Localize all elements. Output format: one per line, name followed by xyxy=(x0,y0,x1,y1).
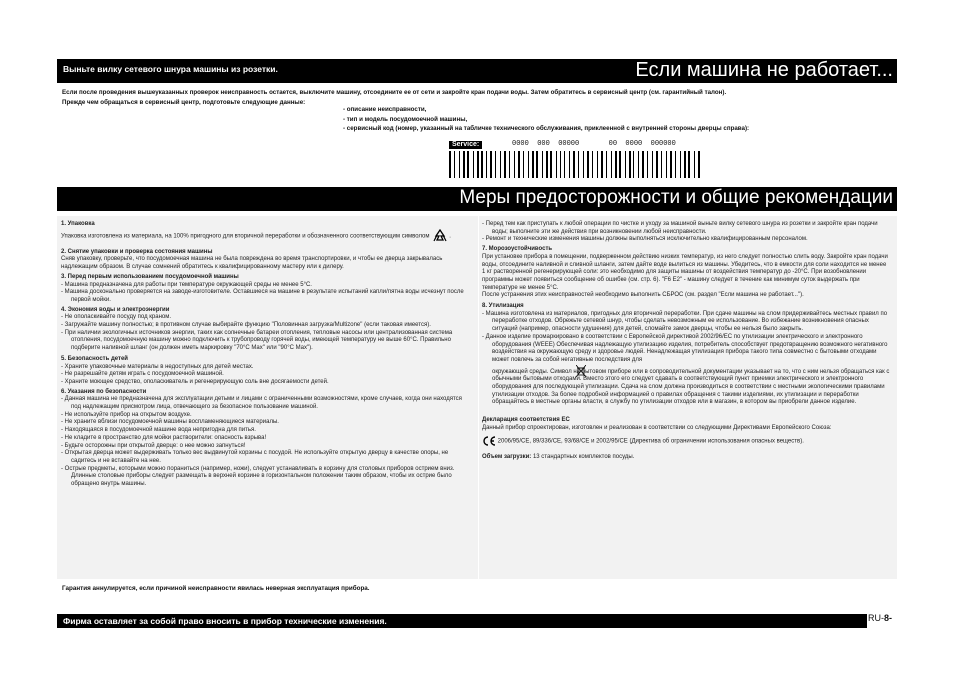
unplug-notice: Выньте вилку сетевого шнура машины из розетки. xyxy=(63,64,278,74)
barcode-bar xyxy=(536,151,537,178)
barcode-bar xyxy=(566,151,568,178)
barcode-bar xyxy=(601,151,603,178)
barcode-bar xyxy=(486,151,487,178)
crossed-bin-icon xyxy=(576,365,586,377)
barcode-bar xyxy=(694,151,695,178)
barcode-bar xyxy=(682,151,683,178)
barcode-bar xyxy=(668,151,669,178)
barcode-bar xyxy=(481,151,482,178)
barcode-bar xyxy=(459,151,460,178)
barcode-bar xyxy=(454,151,455,178)
list-item: - Ремонт и технические изменения машины должны выполняться исключительно квалифицированным персоналом. xyxy=(482,236,808,243)
barcode-bar xyxy=(666,151,667,178)
barcode-bar xyxy=(532,151,534,178)
guarantee-note: Гарантия аннулируется, если причиной неисправности явилась неверная эксплуатация прибора. xyxy=(62,585,370,592)
barcode-bar xyxy=(477,151,479,178)
barcode-bar xyxy=(571,151,572,178)
barcode-bar xyxy=(546,151,548,178)
list-item: - Острые предметы, которыми можно пораниться (например, ножи), следует устанавливать в корзину для столовых приборов острием вниз. Длинные столовые приборы следует размещать в верхней корзине в горизонтальном положении таким образом, чтобы их острие было обращено внутрь машины. xyxy=(61,465,455,488)
barcode-bar xyxy=(619,151,620,178)
barcode-bar xyxy=(466,151,467,178)
list-item: - Машина предназначена для работы при температуре окружающей среды не менее 5°C. xyxy=(61,281,312,288)
barcode-bar xyxy=(622,151,624,178)
barcode-bar xyxy=(687,151,688,178)
barcode-bar xyxy=(573,151,575,178)
barcode-bar xyxy=(615,151,617,178)
page-number: RU-8- xyxy=(868,613,893,623)
barcode-bar xyxy=(535,151,536,178)
list-item: - Загружайте машину полностью; в противном случае выбирайте функцию "Половинная загрузка/Multizone" (если таковая имеется). xyxy=(61,322,431,329)
heading-declaration: Декларация соответствия ЕС xyxy=(482,417,570,424)
barcode-bar xyxy=(525,151,527,178)
required-info-list xyxy=(343,105,749,134)
barcode-bar xyxy=(449,151,451,178)
list-item: - Находящаяся в посудомоечной машине вода непригодна для питья. xyxy=(61,427,256,434)
barcode-bar xyxy=(587,151,589,178)
barcode-bar xyxy=(516,151,517,178)
barcode-bar xyxy=(523,151,524,178)
barcode-bar xyxy=(663,151,665,178)
barcode-bar xyxy=(578,151,579,178)
list-item: - Машина досконально проверяется на заводе-изготовителе. Оставшиеся на машине в результате испытаний капли/пятна воды исчезнут после первой мойки. xyxy=(61,289,464,303)
heading-economy: 4. Экономия воды и электроэнергии xyxy=(61,306,170,313)
barcode-bar xyxy=(675,151,676,178)
heading-safety: 6. Указания по безопасности xyxy=(61,388,147,395)
barcode-bar xyxy=(456,151,458,178)
list-item: - Машина изготовлена из материалов, пригодных для вторичной переработки. При сдаче машины на слом придерживайтесь местных правил по переработке отходов. Обрежьте сетевой шнур, чтобы сделать невозможным ее использование. Во избежание возникновения опасных ситуаций (например, опасности удушения) для детей, сломайте замок дверцы, чтобы ее нельзя было закрыть. xyxy=(482,310,888,333)
list-item: - Не ополаскивайте посуду под краном. xyxy=(61,314,172,321)
barcode-bar xyxy=(688,151,689,178)
list-item: - При наличии экологичных источников энергии, таких как солнечные батареи отопления, тепловые насосы или централизованная система отопления, посудомоечную машину можно подключить к трубопроводу горячей воды, имеющей температуру не выше 60°C. Правильно подберите наливной шланг (он должен иметь маркировку "70°C Max" или "90°C Max"). xyxy=(61,329,453,352)
barcode-bar xyxy=(473,151,474,178)
barcode-bar xyxy=(638,151,639,178)
barcode-bar xyxy=(606,151,607,178)
list-item: - Храните моющее средство, ополаскиватель и регенерирующую соль вне досягаемости детей. xyxy=(61,378,329,385)
load-capacity: Объем загрузки: 13 стандартных комплектов посуды. xyxy=(482,453,635,460)
list-item: - Открытая дверца может выдерживать только вес выдвинутой корзины с посудой. Не используйте открытую дверцу в качестве опоры, не садитесь и не вставайте на нее. xyxy=(61,450,449,464)
declaration-text: Данный прибор спроектирован, изготовлен и реализован в соответствии со следующими Директивами Европейского Союза: xyxy=(482,424,832,431)
barcode-bar xyxy=(599,151,600,178)
barcode-bar xyxy=(474,151,475,178)
barcode-bar xyxy=(480,151,481,178)
barcode-bar xyxy=(569,151,570,178)
right-column-text xyxy=(482,221,890,462)
barcode-bar xyxy=(590,151,591,178)
list-item: - Данная машина не предназначена для эксплуатации детьми и лицами с ограниченными возможностями, кроме случаев, когда они находятся под надлежащим присмотром лица, отвечающего за безопасное пользование машиной. xyxy=(61,396,462,411)
section-title: Меры предосторожности и общие рекомендации xyxy=(459,187,893,208)
footer-bar xyxy=(57,614,867,628)
barcode-bar xyxy=(635,151,637,178)
heading-child-safety: 5. Безопасность детей xyxy=(61,355,128,362)
list-item: - сервисный код (номер, указанный на табличке технического обслуживания, приклеенной с внутренней стороны дверцы справа): xyxy=(343,125,750,132)
left-column-text xyxy=(61,221,473,489)
barcode-bar xyxy=(652,151,653,178)
barcode-bar xyxy=(500,151,501,178)
barcode-bar xyxy=(549,151,550,178)
page-title: Если машина не работает... xyxy=(635,59,893,81)
list-item: - Данное изделие промаркировано в соответствии с Европейской директивой 2002/96/EC по утилизации электрического и электронного оборудования (WEEE) Обеспечивая надлежащую утилизацию изделия, потребитель способствует предотвращению возможного негативного воздействия на окружающую среду и здоровье людей. Ненадлежащая утилизация прибора такого типа совместно с бытовыми отходами может повлечь за собой негативные последствия для xyxy=(482,333,888,363)
barcode-bar xyxy=(597,151,598,178)
barcode-bar xyxy=(539,151,541,178)
barcode-bar xyxy=(701,151,702,178)
barcode-bar xyxy=(654,151,655,178)
barcode-bar xyxy=(611,151,612,178)
barcode-bar xyxy=(502,151,503,178)
heading-disposal: 8. Утилизация xyxy=(482,303,524,310)
barcode-bar xyxy=(514,151,515,178)
barcode-bar xyxy=(656,151,658,178)
barcode-bar xyxy=(542,151,543,178)
barcode-bar xyxy=(490,151,492,178)
barcode-bar xyxy=(585,151,586,178)
barcode-bar xyxy=(518,151,520,178)
barcode-bar xyxy=(649,151,651,178)
barcode-bar xyxy=(557,151,558,178)
footer-notice: Фирма оставляет за собой право вносить в прибор технические изменения. xyxy=(63,616,387,626)
barcode-bar xyxy=(594,151,596,178)
barcode-bar xyxy=(530,151,531,178)
list-item: - Перед тем как приступать к любой операции по чистке и уходу за машиной выньте вилку сетевого шнура из розетки и закройте кран подачи воды; выполните эти же действия при возникновении любой неисправности. xyxy=(482,221,878,235)
heading-packaging: 1. Упаковка xyxy=(61,221,95,227)
barcode-bar xyxy=(511,151,513,178)
barcode-bar xyxy=(645,151,646,178)
barcode-bar xyxy=(640,151,641,178)
barcode-bar xyxy=(633,151,634,178)
barcode-bar xyxy=(556,151,557,178)
barcode-bar xyxy=(528,151,529,178)
barcode-bar xyxy=(564,151,565,178)
barcode-bar xyxy=(507,151,508,178)
barcode-bar xyxy=(560,151,562,178)
barcode-bar xyxy=(484,151,486,178)
barcode-bar xyxy=(553,151,555,178)
list-item: - Не разрешайте детям играть с посудомоечной машиной. xyxy=(61,371,224,378)
list-item: - описание неисправности, xyxy=(343,106,427,113)
barcode-bar xyxy=(583,151,584,178)
list-item: - Будьте осторожны при открытой дверце: о нее можно запнуться! xyxy=(61,442,246,449)
barcode-bar xyxy=(647,151,648,178)
barcode-bar xyxy=(642,151,644,178)
service-code-value: 0000 000 00000 00 0000 000000 xyxy=(512,140,676,148)
intro-line-2: Прежде чем обращаться в сервисный центр, подготовьте следующие данные: xyxy=(62,98,306,106)
barcode-bar xyxy=(580,151,582,178)
barcode-bar xyxy=(521,151,522,178)
list-item: - Не используйте прибор на открытом воздухе. xyxy=(61,411,192,418)
barcode-image xyxy=(449,151,701,178)
list-item: - Не храните вблизи посудомоечной машины воспламеняющиеся материалы. xyxy=(61,419,279,426)
heading-first-use: 3. Перед первым использованием посудомоечной машины xyxy=(61,273,239,280)
barcode-bar xyxy=(467,151,468,178)
barcode-bar xyxy=(626,151,627,178)
barcode-bar xyxy=(684,151,686,178)
barcode-bar xyxy=(592,151,593,178)
barcode-bar xyxy=(604,151,605,178)
intro-line-1: Если после проведения вышеуказанных проверок неисправность остается, выключите машину, отсоедините ее от сети и закройте кран подачи воды. Затем обратитесь в сервисный центр (см. гарантийный талон). xyxy=(62,89,727,96)
heading-frost: 7. Морозоустойчивость xyxy=(482,246,553,253)
barcode-bar xyxy=(680,151,681,178)
barcode-bar xyxy=(695,151,696,178)
barcode-bar xyxy=(698,151,700,178)
frost-text: При установке прибора в помещении, подверженном действию низких температур, из него следует полностью слить воду. Закройте кран подачи воды, отсоедините наливной и сливной шланги, затем дайте воде вылиться из машины. Убедитесь, что в емкости для соли находится не менее 1 кг растворенной регенерирующей соли: это необходимо для защиты машины от воздействия температур до -20°C. При возобновлении программы может появиться сообщение об ошибке (см. стр. 6). "F6 E2" - машину следует в течение как минимум суток выдержать при температуре не менее 5°C. xyxy=(482,253,888,291)
header-bar xyxy=(57,59,897,83)
unpacking-text: Сняв упаковку, проверьте, что посудомоечная машина не была повреждена во время транспортировки, и чтобы ее дверца закрывалась надлежащим образом. В случае сомнений обратитесь к квалифицированному мастеру или к дилеру. xyxy=(61,256,443,271)
barcode-bar xyxy=(497,151,499,178)
barcode-bar xyxy=(550,151,551,178)
section-title-bar xyxy=(57,187,897,211)
barcode-bar xyxy=(562,151,563,178)
barcode-bar xyxy=(625,151,626,178)
barcode-bar xyxy=(618,151,619,178)
barcode-bar xyxy=(673,151,674,178)
barcode-bar xyxy=(543,151,544,178)
recycle-icon xyxy=(431,229,449,243)
barcode-bar xyxy=(495,151,496,178)
weee-text: окружающей среды. Символ на бытовом приборе или в сопроводительной документации указывает на то, что с ним нельзя обращаться как с обычными бытовыми отходами. Вместо этого его следует сдавать в соответствующий пункт приемки электрического и электронного оборудования для последующей утилизации. Сдача на слом должна производиться в соответствии с местными экологическими правилами утилизации отходов. За более подробной информацией о правилах обращения с такими изделиями, их утилизации и переработки обращайтесь в местные органы власти, в службу по утилизации отходов или в магазин, в котором вы приобрели данное изделие. xyxy=(482,369,890,408)
list-item: - тип и модель посудомоечной машины, xyxy=(343,115,468,123)
heading-unpacking: 2. Снятие упаковки и проверка состояния машины xyxy=(61,248,213,255)
barcode-bar xyxy=(509,151,510,178)
barcode-bar xyxy=(488,151,489,178)
barcode-bar xyxy=(677,151,679,178)
barcode-bar xyxy=(661,151,662,178)
barcode-bar xyxy=(461,151,462,178)
barcode-bar xyxy=(691,151,693,178)
barcode-bar xyxy=(608,151,610,178)
ce-mark-icon xyxy=(482,436,496,446)
packaging-text: Упаковка изготовлена из материала, на 100% пригодного для вторичной переработки и обозначенного соответствующим символом . xyxy=(61,229,473,243)
barcode-bar xyxy=(452,151,453,178)
barcode-bar xyxy=(659,151,660,178)
declaration-directives: 2006/95/CE, 89/336/CE, 93/68/CE и 2002/95/CE (Директива об ограничении использования опасных веществ). xyxy=(482,436,890,446)
barcode-bar xyxy=(576,151,577,178)
barcode-bar xyxy=(629,151,631,178)
list-item: - Храните упаковочные материалы в недоступных для детей местах. xyxy=(61,363,254,370)
list-item: - Не кладите в пространство для мойки растворители: опасность взрыва! xyxy=(61,434,267,441)
barcode-bar xyxy=(470,151,472,178)
barcode-bar xyxy=(632,151,633,178)
barcode-bar xyxy=(612,151,613,178)
barcode-bar xyxy=(670,151,672,178)
barcode-bar xyxy=(463,151,465,178)
barcode-bar xyxy=(493,151,494,178)
barcode-bar xyxy=(504,151,506,178)
frost-text-2: После устранения этих неисправностей необходимо выполнить СБРОС (см. раздел "Если машина не работает..."). xyxy=(482,292,804,299)
service-label: Service: xyxy=(449,141,482,149)
